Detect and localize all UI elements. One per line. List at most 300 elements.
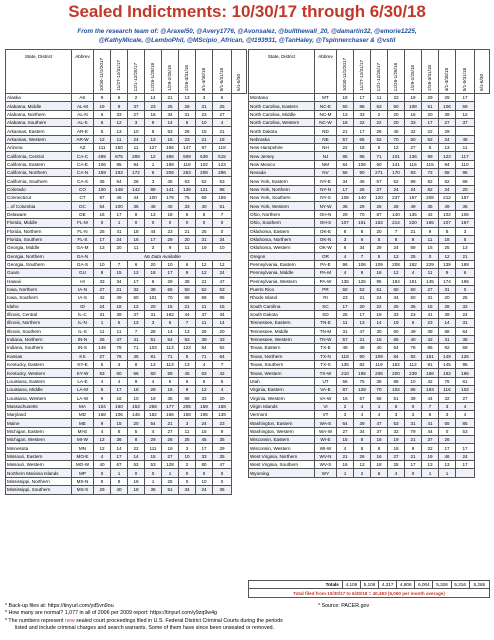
district-abbrev: OK-E: [315, 227, 337, 235]
count-cell: 3: [128, 119, 145, 127]
district-name: Wisconsin, Eastern: [249, 436, 315, 444]
count-cell: 53: [179, 335, 196, 343]
district-abbrev: OH-S: [315, 219, 337, 227]
count-cell: 19: [388, 436, 405, 444]
count-cell: 7: [213, 210, 232, 218]
count-cell: 36: [213, 486, 232, 494]
count-cell: 44: [128, 194, 145, 202]
count-cell: 27: [128, 110, 145, 118]
count-cell: 33: [111, 110, 128, 118]
count-cell: 4: [213, 119, 232, 127]
count-cell: 12: [213, 260, 232, 268]
count-cell: 8: [94, 477, 111, 485]
count-cell: 26: [371, 202, 388, 210]
count-cell: 28: [439, 302, 456, 310]
indictments-table-right: [248, 49, 490, 478]
count-cell: 113: [162, 344, 179, 352]
district-name: Indiana, Northern: [6, 335, 72, 343]
count-cell: 22: [371, 119, 388, 127]
count-cell: 38: [456, 335, 475, 343]
count-cell: 50: [405, 294, 422, 302]
count-cell: 76: [111, 344, 128, 352]
count-cell: 54: [145, 419, 162, 427]
district-name: South Dakota: [249, 310, 315, 318]
district-row: [6, 335, 247, 343]
district-row: [249, 244, 490, 252]
count-cell: 0: [422, 252, 439, 260]
count-cell: 128: [354, 386, 371, 394]
district-row: [6, 327, 247, 335]
count-cell: 39: [145, 285, 162, 293]
count-cell: 208: [422, 194, 439, 202]
count-cell: 89: [145, 185, 162, 193]
count-cell: 16: [337, 461, 354, 469]
count-cell: 53: [213, 177, 232, 185]
district-abbrev: OR: [315, 252, 337, 260]
count-cell: 161: [354, 219, 371, 227]
count-cell: 86: [422, 344, 439, 352]
count-cell: 145: [422, 277, 439, 285]
count-cell: 0: [213, 227, 232, 235]
count-cell: 24: [196, 419, 213, 427]
count-cell: 17: [456, 461, 475, 469]
district-name: Idaho: [6, 302, 72, 310]
district-row: [249, 335, 490, 343]
district-name: Puerto Rico: [249, 285, 315, 293]
count-cell: 18: [371, 310, 388, 318]
count-cell: 23: [405, 310, 422, 318]
count-cell: 70: [162, 294, 179, 302]
district-abbrev: LA-M: [72, 386, 94, 394]
district-name: Alabama, Southern: [6, 119, 72, 127]
count-cell: 1: [111, 469, 128, 477]
count-cell: 136: [179, 185, 196, 193]
count-cell: 6: [179, 260, 196, 268]
count-cell: 25: [456, 294, 475, 302]
count-cell: 17: [422, 119, 439, 127]
count-cell: 33: [196, 452, 213, 460]
district-row: [249, 285, 490, 293]
count-cell: 95: [213, 294, 232, 302]
count-cell: 11: [196, 302, 213, 310]
district-row: [6, 486, 247, 494]
district-row: [6, 152, 247, 160]
count-cell: 62: [439, 177, 456, 185]
count-cell: 5: [388, 402, 405, 410]
total-cell: 6,004: [415, 581, 433, 589]
count-cell: 11: [111, 135, 128, 143]
count-cell: 118: [179, 160, 196, 168]
count-cell: 42: [213, 369, 232, 377]
count-cell: 35: [213, 436, 232, 444]
count-cell: 14: [439, 319, 456, 327]
count-cell: 25: [405, 252, 422, 260]
count-cell: 67: [111, 461, 128, 469]
count-cell: 50: [337, 285, 354, 293]
count-cell: 159: [94, 169, 111, 177]
count-cell: 123: [439, 152, 456, 160]
count-cell: 4: [456, 411, 475, 419]
district-row: [6, 194, 247, 202]
count-cell: 69: [196, 194, 213, 202]
count-cell: 31: [405, 419, 422, 427]
count-cell: 208: [388, 260, 405, 268]
count-cell: 16: [128, 235, 145, 243]
count-cell: 5: [179, 352, 196, 360]
district-row: [249, 310, 490, 318]
count-cell: 4: [405, 269, 422, 277]
count-cell: 17: [354, 127, 371, 135]
district-row: [6, 444, 247, 452]
count-cell: 8: [371, 444, 388, 452]
district-abbrev: ID: [72, 302, 94, 310]
count-cell: 24: [439, 185, 456, 193]
district-abbrev: KY-W: [72, 369, 94, 377]
district-name: Alabama, Middle: [6, 102, 72, 110]
count-cell: 20: [145, 302, 162, 310]
count-cell: 156: [162, 144, 179, 152]
count-cell: 499: [94, 152, 111, 160]
count-cell: 8: [354, 227, 371, 235]
count-cell: 100: [94, 185, 111, 193]
count-cell: 5: [162, 319, 179, 327]
count-cell: 11: [128, 244, 145, 252]
district-row: [6, 369, 247, 377]
count-cell: 17: [439, 444, 456, 452]
district-abbrev: CA-N: [72, 169, 94, 177]
count-cell: 31: [439, 335, 456, 343]
district-abbrev: NC-W: [315, 119, 337, 127]
count-cell: 16: [337, 394, 354, 402]
district-row: [249, 452, 490, 460]
district-name: Arkansas, Eastern: [6, 127, 72, 135]
count-cell: 4: [196, 361, 213, 369]
count-cell: 111: [94, 144, 111, 152]
count-cell: 8: [128, 361, 145, 369]
district-abbrev: VI: [315, 402, 337, 410]
count-cell: 68: [456, 177, 475, 185]
count-cell: 3: [337, 235, 354, 243]
district-name: Michigan, Western: [6, 436, 72, 444]
district-abbrev: HI: [72, 277, 94, 285]
count-cell: 14: [162, 119, 179, 127]
count-cell: 24: [456, 452, 475, 460]
count-cell: 27: [422, 285, 439, 293]
count-cell: 12: [94, 135, 111, 143]
count-cell: 57: [371, 177, 388, 185]
count-cell: 101: [145, 294, 162, 302]
count-cell: 19: [162, 444, 179, 452]
count-cell: 157: [456, 194, 475, 202]
count-cell: 64: [337, 160, 354, 168]
total-cell: 5,316: [451, 581, 469, 589]
count-cell: 34: [213, 235, 232, 243]
count-cell: 140: [388, 210, 405, 218]
count-cell: 18: [371, 461, 388, 469]
district-name: Vermont: [249, 411, 315, 419]
district-row: [6, 461, 247, 469]
count-cell: 14: [213, 319, 232, 327]
count-cell: 17: [456, 94, 475, 102]
count-cell: 16: [145, 110, 162, 118]
district-name: Georgia, Northern: [6, 252, 72, 260]
count-cell: 8: [388, 235, 405, 243]
count-cell: 53: [94, 369, 111, 377]
count-cell: 49: [439, 202, 456, 210]
count-cell: 15: [111, 419, 128, 427]
district-row: [249, 135, 490, 143]
district-abbrev: CO: [72, 185, 94, 193]
district-name: Texas, Eastern: [249, 344, 315, 352]
district-row: [249, 102, 490, 110]
count-cell: 34: [354, 244, 371, 252]
count-cell: 20: [456, 185, 475, 193]
total-cell: 5,265: [469, 581, 489, 589]
total-cell: 4,806: [397, 581, 415, 589]
district-abbrev: TX-W: [315, 369, 337, 377]
count-cell: 52: [196, 177, 213, 185]
count-cell: 29: [439, 127, 456, 135]
district-name: Wyoming: [249, 469, 315, 477]
count-cell: 12: [128, 302, 145, 310]
count-cell: 64: [388, 344, 405, 352]
district-abbrev: CA-E: [72, 160, 94, 168]
count-cell: 10: [405, 377, 422, 385]
count-cell: 27: [162, 427, 179, 435]
count-cell: 28: [388, 202, 405, 210]
count-cell: 1: [439, 469, 456, 477]
count-cell: 5: [111, 319, 128, 327]
count-cell: 60: [388, 285, 405, 293]
district-row: [6, 319, 247, 327]
count-cell: 0: [405, 402, 422, 410]
count-cell: 7: [179, 319, 196, 327]
district-row: [249, 444, 490, 452]
district-row: [6, 427, 247, 435]
district-name: Iowa, Northern: [6, 285, 72, 293]
district-row: [249, 235, 490, 243]
count-cell: 57: [337, 135, 354, 143]
count-cell: 100: [145, 194, 162, 202]
count-cell: 60: [111, 369, 128, 377]
count-cell: 106: [354, 160, 371, 168]
count-cell: 24: [456, 310, 475, 318]
count-cell: 33: [388, 310, 405, 318]
district-row: [6, 94, 247, 102]
count-cell: 27: [94, 285, 111, 293]
district-abbrev: OK-N: [315, 235, 337, 243]
count-cell: 9: [405, 444, 422, 452]
district-row: [6, 310, 247, 318]
count-cell: 86: [354, 152, 371, 160]
count-cell: 102: [439, 210, 456, 218]
count-cell: 9: [162, 244, 179, 252]
district-abbrev: KS: [72, 352, 94, 360]
district-name: Washington, Eastern: [249, 419, 315, 427]
count-cell: 29: [162, 277, 179, 285]
district-row: [249, 260, 490, 268]
count-cell: 40: [405, 335, 422, 343]
district-abbrev: NH: [315, 144, 337, 152]
count-cell: 4: [111, 377, 128, 385]
district-abbrev: SD: [315, 310, 337, 318]
count-cell: 15: [371, 335, 388, 343]
district-abbrev: TN-E: [315, 319, 337, 327]
district-row: [249, 361, 490, 369]
count-cell: 50: [179, 285, 196, 293]
count-cell: 49: [405, 202, 422, 210]
count-cell: 1: [145, 160, 162, 168]
count-cell: 90: [354, 169, 371, 177]
count-cell: 31: [439, 285, 456, 293]
count-cell: 75: [354, 377, 371, 385]
count-cell: 117: [456, 152, 475, 160]
count-cell: 85: [111, 160, 128, 168]
count-cell: 18: [337, 119, 354, 127]
count-cell: 5: [213, 377, 232, 385]
district-row: [249, 185, 490, 193]
count-cell: 151: [405, 277, 422, 285]
count-cell: 13: [145, 210, 162, 218]
count-cell: 23: [213, 419, 232, 427]
count-cell: 92: [213, 344, 232, 352]
count-cell: 17: [196, 444, 213, 452]
count-cell: 12: [388, 252, 405, 260]
count-cell: 47: [213, 277, 232, 285]
count-cell: 4: [111, 361, 128, 369]
district-name: Louisiana, Middle: [6, 386, 72, 394]
count-cell: 13: [422, 461, 439, 469]
district-row: [249, 394, 490, 402]
count-cell: 71: [196, 352, 213, 360]
count-cell: 84: [388, 352, 405, 360]
count-cell: 22: [354, 119, 371, 127]
district-abbrev: IN-S: [72, 344, 94, 352]
backup-note: * Back-up files at: https://tinyurl.com/yd5vn9ou: [5, 603, 114, 609]
district-abbrev: WI-W: [315, 444, 337, 452]
normal-note: * How many are normal? 1,077 in all of 2006 per 2009 report: https://tinyurl.com/y9zq9w4g: [5, 610, 217, 617]
count-cell: 88: [388, 377, 405, 385]
count-cell: 3: [196, 94, 213, 102]
header-period: 10/30-11/2/2017: [94, 50, 111, 94]
count-cell: 49: [405, 327, 422, 335]
count-cell: 81: [145, 352, 162, 360]
count-cell: 50: [405, 135, 422, 143]
district-abbrev: VA-W: [315, 394, 337, 402]
count-cell: 496: [162, 152, 179, 160]
district-name: Texas, Northern: [249, 352, 315, 360]
district-row: [6, 160, 247, 168]
district-abbrev: ME: [72, 419, 94, 427]
count-cell: 10: [179, 452, 196, 460]
district-row: [6, 185, 247, 193]
count-cell: 10: [94, 260, 111, 268]
count-cell: 18: [128, 386, 145, 394]
count-cell: 229: [422, 260, 439, 268]
district-name: Michigan, Eastern: [6, 427, 72, 435]
count-cell: 50: [337, 102, 354, 110]
district-name: Georgia, Southern: [6, 260, 72, 268]
district-name: Virginia, Eastern: [249, 386, 315, 394]
count-cell: 116: [439, 386, 456, 394]
count-cell: 9: [94, 394, 111, 402]
district-name: West Virginia, Northern: [249, 452, 315, 460]
count-cell: 10: [213, 244, 232, 252]
count-cell: 102: [456, 386, 475, 394]
district-abbrev: WY: [315, 469, 337, 477]
district-name: Kansas: [6, 352, 72, 360]
count-cell: 17: [94, 235, 111, 243]
count-cell: 27: [162, 452, 179, 460]
count-cell: 69: [456, 344, 475, 352]
count-cell: 141: [162, 185, 179, 193]
count-cell: 5: [422, 144, 439, 152]
district-abbrev: WA-W: [315, 427, 337, 435]
district-abbrev: AL-S: [72, 119, 94, 127]
count-cell: 13: [439, 461, 456, 469]
district-name: Oregon: [249, 252, 315, 260]
count-cell: 0: [456, 285, 475, 293]
district-name: Kentucky, Eastern: [6, 361, 72, 369]
count-cell: 54: [111, 177, 128, 185]
count-cell: 54: [162, 335, 179, 343]
district-name: Florida, Northern: [6, 227, 72, 235]
district-row: [249, 269, 490, 277]
count-cell: 44: [145, 227, 162, 235]
count-cell: 149: [94, 344, 111, 352]
header-period: 6/1-6/30: [475, 50, 490, 94]
count-cell: 17: [111, 386, 128, 394]
count-cell: 4: [456, 402, 475, 410]
count-cell: 4: [354, 411, 371, 419]
count-cell: 31: [196, 102, 213, 110]
count-cell: 9: [439, 269, 456, 277]
district-abbrev: CA-S: [72, 177, 94, 185]
header-abbrev: Abbrev: [72, 50, 94, 94]
count-cell: 36: [145, 486, 162, 494]
header-period: 4/1-4/30/18: [196, 50, 213, 94]
district-abbrev: AK: [72, 94, 94, 102]
count-cell: 9: [111, 102, 128, 110]
count-cell: 3: [439, 411, 456, 419]
district-abbrev: DE: [72, 210, 94, 218]
district-abbrev: WV-N: [315, 452, 337, 460]
count-cell: 4: [337, 269, 354, 277]
district-name: Maine: [6, 419, 72, 427]
district-name: Wisconsin, Western: [249, 444, 315, 452]
count-cell: 0: [439, 427, 456, 435]
count-cell: 11: [94, 327, 111, 335]
district-name: Pennsylvania, Eastern: [249, 260, 315, 268]
count-cell: 14: [111, 444, 128, 452]
header-period: 12/26-1/28/18: [388, 50, 405, 94]
count-cell: 5: [94, 386, 111, 394]
count-cell: 153: [128, 402, 145, 410]
count-cell: 49: [337, 344, 354, 352]
district-row: [249, 411, 490, 419]
count-cell: 12: [456, 110, 475, 118]
district-abbrev: TN-W: [315, 335, 337, 343]
count-cell: 17: [337, 185, 354, 193]
count-cell: 36: [456, 202, 475, 210]
count-cell: 44: [179, 310, 196, 318]
count-cell: 111: [145, 444, 162, 452]
count-cell: 128: [162, 461, 179, 469]
header-district: State, District: [249, 50, 315, 94]
count-cell: 26: [354, 185, 371, 193]
count-cell: 25: [388, 461, 405, 469]
count-cell: 9: [94, 419, 111, 427]
